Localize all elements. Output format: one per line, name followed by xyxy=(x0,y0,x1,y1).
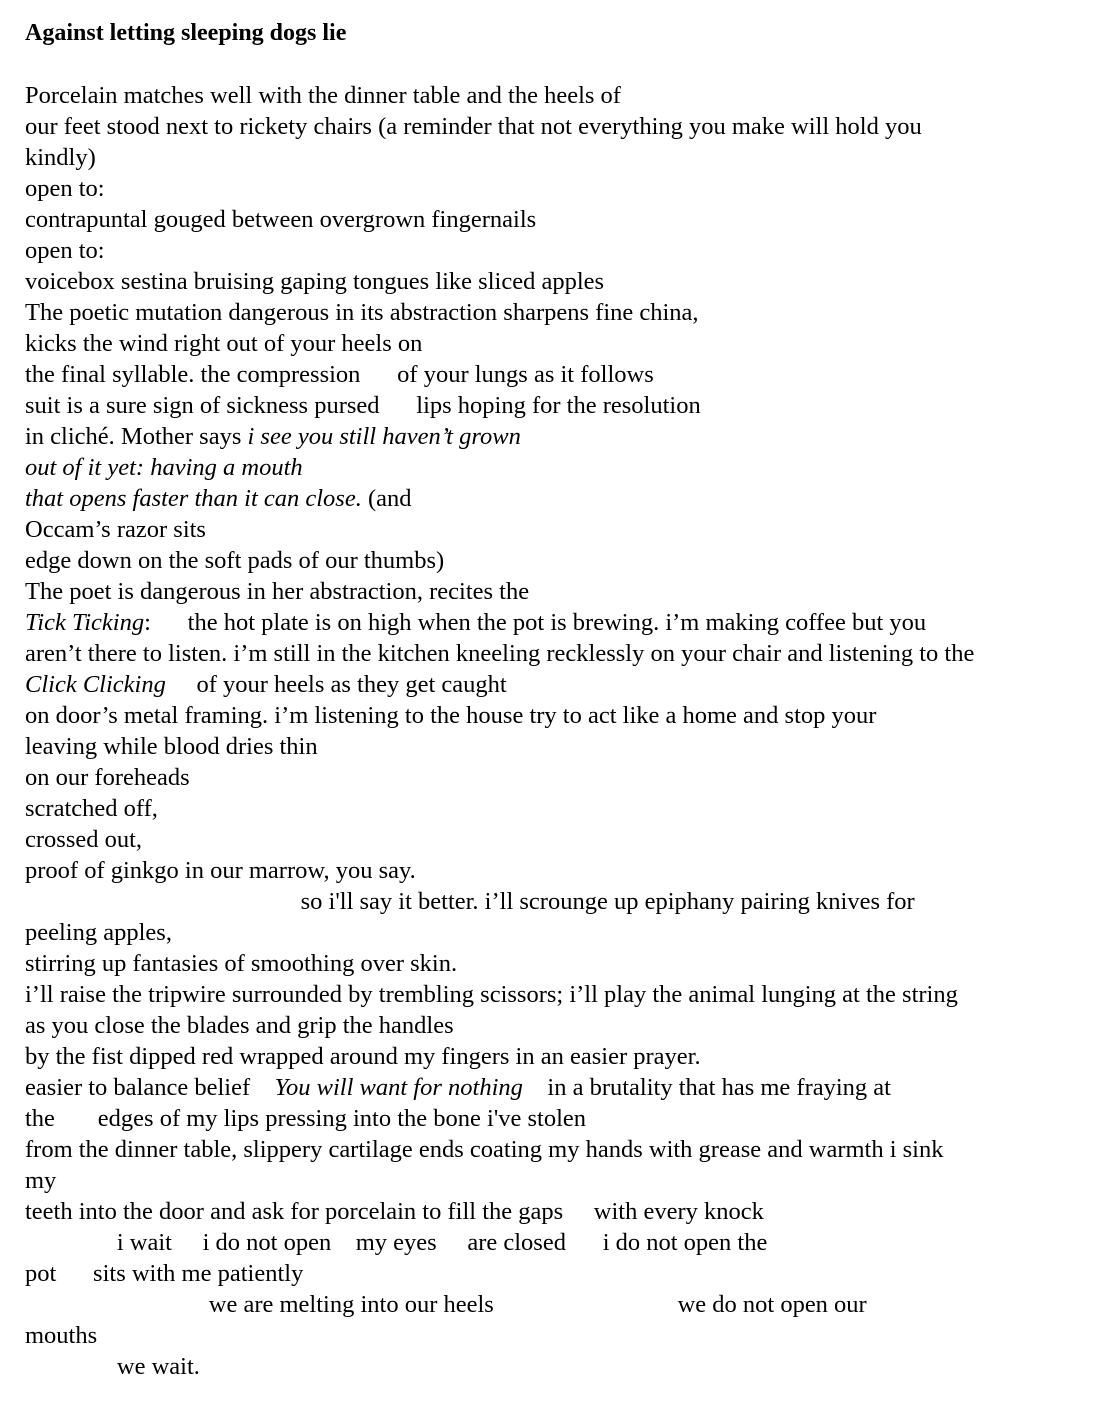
poem-text: as you close the blades and grip the handles xyxy=(25,1012,454,1039)
poem-line xyxy=(25,204,1085,235)
poem-line xyxy=(25,1010,1085,1041)
poem-text: of your heels as they get caught xyxy=(165,671,507,698)
poem-text: so i'll say it better. i’ll scrounge up epiphany pairing knives for xyxy=(25,888,915,915)
poem-italic-text: out of it yet: having a mouth xyxy=(25,454,303,481)
poem-text: by the fist dipped red wrapped around my fingers in an easier prayer. xyxy=(25,1043,701,1070)
poem-text: Occam’s razor sits xyxy=(25,516,206,543)
poem-text: in a brutality that has me fraying at xyxy=(522,1074,891,1101)
poem-title: Against letting sleeping dogs lie xyxy=(25,20,347,46)
poem-italic-text: i see you still haven’t grown xyxy=(247,423,521,450)
poem-line xyxy=(25,359,1085,390)
poem-line xyxy=(25,1351,1085,1382)
poem-line xyxy=(25,731,1085,762)
poem-line xyxy=(25,762,1085,793)
poem-text: the final syllable. the compression of your lungs as it follows xyxy=(25,361,654,388)
poem-text: contrapuntal gouged between overgrown fingernails xyxy=(25,206,537,233)
poem-line xyxy=(25,607,1085,638)
poem-text: we are melting into our heels we do not open our xyxy=(25,1291,867,1318)
poem-line xyxy=(25,80,1085,111)
poem-text: voicebox sestina bruising gaping tongues like sliced apples xyxy=(25,268,605,295)
poem-text: leaving while blood dries thin xyxy=(25,733,318,760)
poem-line xyxy=(25,1258,1085,1289)
poem-text: crossed out, xyxy=(25,826,143,853)
title-spacer xyxy=(25,49,1085,80)
poem-line xyxy=(25,1227,1085,1258)
poem-line xyxy=(25,173,1085,204)
poem-line xyxy=(25,948,1085,979)
poem-line xyxy=(25,235,1085,266)
poem-text: : the hot plate is on high when the pot is brewing. i’m making coffee but you xyxy=(144,609,927,636)
poem-text: the edges of my lips pressing into the bone i've stolen xyxy=(25,1105,587,1132)
poem-text: pot sits with me patiently xyxy=(25,1260,304,1287)
poem-line xyxy=(25,917,1085,948)
poem-line xyxy=(25,111,1085,142)
poem-line xyxy=(25,638,1085,669)
poem-text: open to: xyxy=(25,237,105,264)
poem-italic-text: that opens faster than it can close. xyxy=(25,485,362,512)
poem-line xyxy=(25,1103,1085,1134)
poem-line xyxy=(25,514,1085,545)
poem-text: The poetic mutation dangerous in its abstraction sharpens fine china, xyxy=(25,299,699,326)
poem-text: (and xyxy=(361,485,412,512)
poem-line xyxy=(25,483,1085,514)
poem-line xyxy=(25,266,1085,297)
poem-text: peeling apples, xyxy=(25,919,172,946)
poem-text: aren’t there to listen. i’m still in the kitchen kneeling recklessly on your chair and listening to the xyxy=(25,640,975,667)
poem-line xyxy=(25,1320,1085,1351)
poem-text: open to: xyxy=(25,175,105,202)
poem-text: stirring up fantasies of smoothing over skin. xyxy=(25,950,458,977)
poem-line xyxy=(25,1289,1085,1320)
poem-text: Porcelain matches well with the dinner table and the heels of xyxy=(25,82,621,109)
poem-text: proof of ginkgo in our marrow, you say. xyxy=(25,857,416,884)
poem-text: on door’s metal framing. i’m listening to the house try to act like a home and stop your xyxy=(25,702,877,729)
poem-line xyxy=(25,142,1085,173)
poem-line xyxy=(25,700,1085,731)
poem-line xyxy=(25,1134,1085,1165)
poem-text: easier to balance belief xyxy=(25,1074,275,1101)
poem-line xyxy=(25,1041,1085,1072)
poem-line xyxy=(25,1072,1085,1103)
poem-text: The poet is dangerous in her abstraction, recites the xyxy=(25,578,530,605)
poem-line xyxy=(25,669,1085,700)
poem-italic-text: You will want for nothing xyxy=(274,1074,523,1101)
poem-line xyxy=(25,824,1085,855)
poem-line xyxy=(25,886,1085,917)
poem-text: mouths xyxy=(25,1322,98,1349)
poem-line xyxy=(25,576,1085,607)
poem-text: we wait. xyxy=(25,1353,200,1380)
poem-text: on our foreheads xyxy=(25,764,190,791)
poem-text: scratched off, xyxy=(25,795,158,822)
poem-line xyxy=(25,390,1085,421)
poem-body xyxy=(25,80,1085,1382)
poem-line xyxy=(25,452,1085,483)
poem-text: teeth into the door and ask for porcelain to fill the gaps with every knock xyxy=(25,1198,764,1225)
poem-italic-text: Tick Ticking xyxy=(25,609,145,636)
poem-text: i’ll raise the tripwire surrounded by trembling scissors; i’ll play the animal lunging at the string xyxy=(25,981,958,1008)
poem-line xyxy=(25,1165,1085,1196)
poem-line xyxy=(25,979,1085,1010)
poem-italic-text: Click Clicking xyxy=(25,671,166,698)
poem-text: i wait i do not open my eyes are closed i do not open the xyxy=(25,1229,768,1256)
poem-document xyxy=(25,18,1085,1382)
poem-text: my xyxy=(25,1167,57,1194)
poem-text: in cliché. Mother says xyxy=(25,423,248,450)
poem-text: our feet stood next to rickety chairs (a reminder that not everything you make will hold you xyxy=(25,113,922,140)
poem-line xyxy=(25,545,1085,576)
poem-text: suit is a sure sign of sickness pursed lips hoping for the resolution xyxy=(25,392,701,419)
poem-line xyxy=(25,855,1085,886)
poem-line xyxy=(25,297,1085,328)
poem-line xyxy=(25,1196,1085,1227)
poem-text: kindly) xyxy=(25,144,96,171)
poem-line xyxy=(25,328,1085,359)
poem-line xyxy=(25,421,1085,452)
poem-text: from the dinner table, slippery cartilage ends coating my hands with grease and warmth i sink xyxy=(25,1136,944,1163)
poem-text: kicks the wind right out of your heels on xyxy=(25,330,423,357)
poem-line xyxy=(25,793,1085,824)
poem-text: edge down on the soft pads of our thumbs) xyxy=(25,547,445,574)
